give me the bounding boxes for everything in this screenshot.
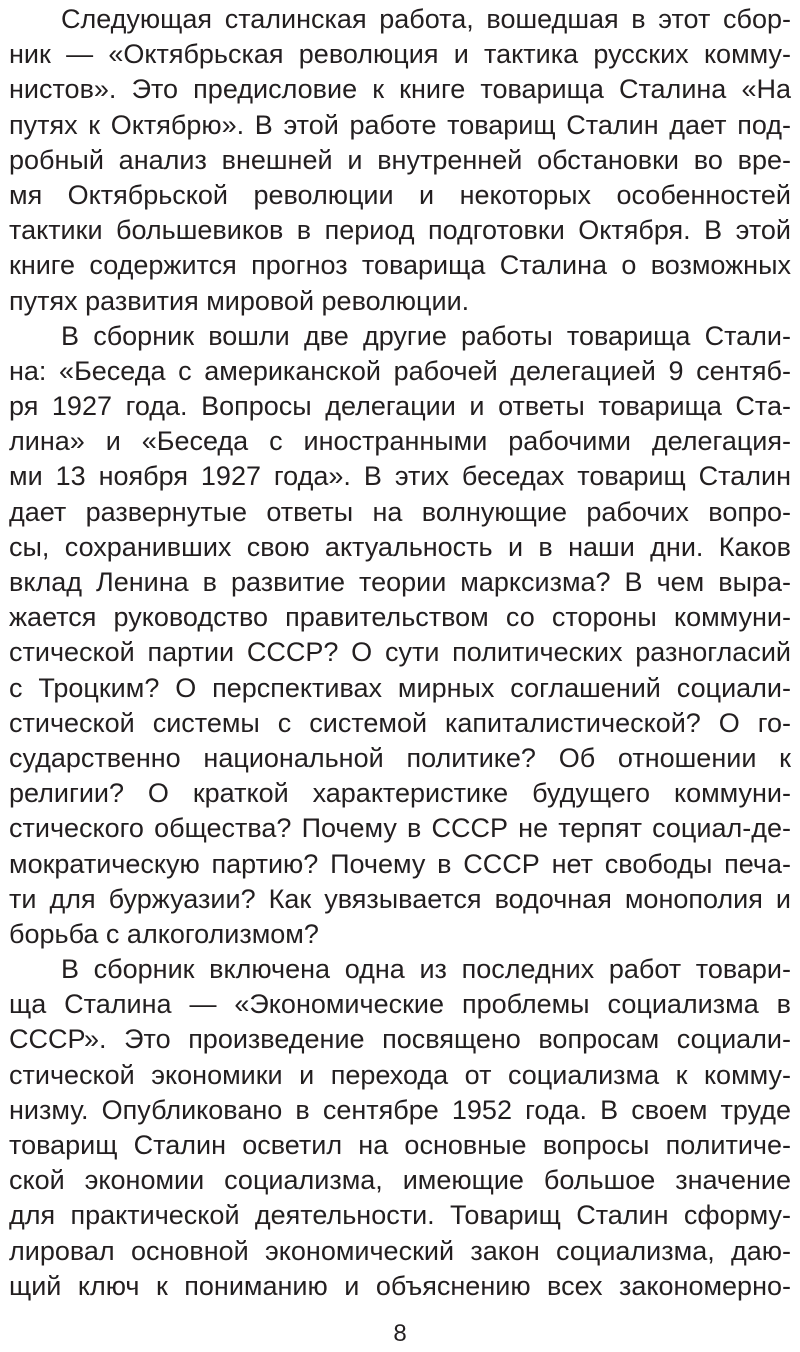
- text-line: стической экономики и перехода от социализма к комму-: [9, 1059, 791, 1090]
- text-line: мя Октябрьской революции и некоторых особенностей: [9, 179, 791, 210]
- text-line: ря 1927 года. Вопросы делегации и ответы товарища Ста-: [9, 391, 791, 422]
- text-line: мократическую партию? Почему в СССР нет свободы печа-: [9, 848, 791, 879]
- text-line: щий ключ к пониманию и объяснению всех закономерно-: [9, 1270, 791, 1301]
- text-line: тактики большевиков в период подготовки Октября. В этой: [9, 215, 791, 246]
- text-line: В сборник включена одна из последних работ товари-: [61, 954, 791, 985]
- text-line: сударственно национальной политике? Об отношении к: [9, 742, 791, 773]
- text-line: низму. Опубликовано в сентябре 1952 года. В своем труде: [9, 1094, 791, 1125]
- text-line: лировал основной экономический закон социализма, даю-: [9, 1235, 791, 1266]
- text-line: ской экономии социализма, имеющие большое значение: [9, 1165, 791, 1196]
- text-line: стического общества? Почему в СССР не терпят социал-де-: [9, 813, 791, 844]
- text-line: книге содержится прогноз товарища Сталина о возможных: [9, 250, 791, 281]
- text-line: вклад Ленина в развитие теории марксизма? В чем выра-: [9, 567, 791, 597]
- text-line: Следующая сталинская работа, вошедшая в этот сбор-: [61, 4, 791, 34]
- text-line: ща Сталина — «Экономические проблемы социализма в: [9, 989, 791, 1020]
- text-line: путях развития мировой революции.: [9, 285, 470, 316]
- text-line: с Троцким? О перспективах мирных соглашений социали-: [9, 672, 791, 703]
- text-line: ти для буржуазии? Как увязывается водочная монополия и: [9, 883, 791, 914]
- text-line: В сборник вошли две другие работы товарища Стали-: [61, 320, 791, 351]
- text-line: дает развернутые ответы на волнующие рабочих вопро-: [9, 496, 791, 527]
- text-line: на: «Беседа с американской рабочей делегацией 9 сентяб-: [9, 355, 791, 386]
- text-line: жается руководство правительством со стороны коммуни-: [9, 602, 791, 633]
- text-line: для практической деятельности. Товарищ Сталин сформу-: [9, 1200, 791, 1231]
- text-line: стической системы с системой капиталистической? О го-: [9, 707, 791, 738]
- text-line: сы, сохранивших свою актуальность и в наши дни. Каков: [9, 531, 791, 562]
- text-line: лина» и «Беседа с иностранными рабочими делегация-: [9, 426, 791, 457]
- text-line: робный анализ внешней и внутренней обстановки во вре-: [9, 144, 791, 175]
- text-line: ми 13 ноября 1927 года». В этих беседах товарищ Сталин: [9, 461, 791, 492]
- text-line: путях к Октябрю». В этой работе товарищ Сталин дает под-: [9, 109, 791, 140]
- text-line: товарищ Сталин осветил на основные вопросы политиче-: [9, 1130, 791, 1160]
- text-line: ник — «Октябрьская революция и тактика русских комму-: [9, 39, 791, 70]
- text-line: религии? О краткой характеристике будущего коммуни-: [9, 778, 791, 809]
- text-line: нистов». Это предисловие к книге товарища Сталина «На: [9, 74, 791, 105]
- text-line: борьба с алкоголизмом?: [9, 918, 319, 949]
- book-page: [9, 0, 791, 1352]
- page-number: 8: [393, 1320, 407, 1347]
- text-line: СССР». Это произведение посвящено вопросам социали-: [9, 1024, 791, 1055]
- body-text: [9, 2, 791, 1304]
- text-line: стической партии СССР? О сути политических разногласий: [9, 637, 791, 668]
